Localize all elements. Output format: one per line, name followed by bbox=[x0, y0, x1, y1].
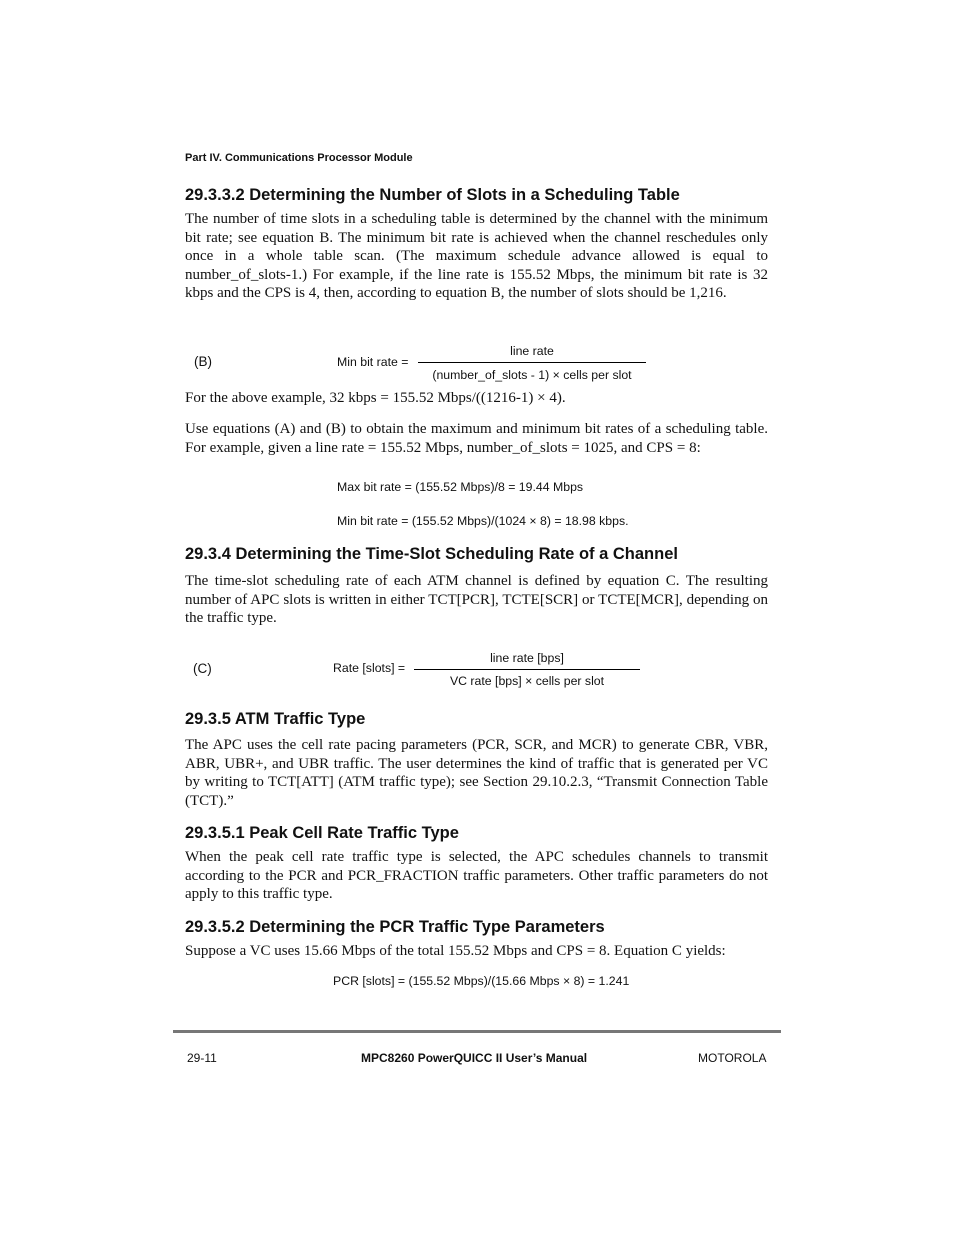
equation-b-label: (B) bbox=[194, 354, 212, 369]
running-header: Part IV. Communications Processor Module bbox=[185, 152, 413, 164]
section-heading-29-3-4: 29.3.4 Determining the Time-Slot Scheduling Rate of a Channel bbox=[185, 545, 678, 563]
paragraph-number-of-slots: The number of time slots in a scheduling table is determined by the channel with the minimum bit rate; see equation B. The minimum bit rate is achieved when the channel reschedules only once in a whole table scan. (The maximum schedule advance allowed is equal to number_of_slots-1.) For example, if the line rate is 155.52 Mbps, the minimum bit rate is 32 kbps and the CPS is 4, then, according to equation B, the number of slots should be 1,216. bbox=[185, 211, 768, 302]
equation-pcr-slots: PCR [slots] = (155.52 Mbps)/(15.66 Mbps × 8) = 1.241 bbox=[333, 974, 630, 988]
footer-page-number: 29-11 bbox=[187, 1051, 217, 1065]
section-heading-29-3-5: 29.3.5 ATM Traffic Type bbox=[185, 710, 366, 728]
equation-c-numerator: line rate [bps] bbox=[490, 651, 564, 665]
equation-min-bit-rate: Min bit rate = (155.52 Mbps)/(1024 × 8) = 18.98 kbps. bbox=[337, 514, 629, 528]
footer-rule bbox=[173, 1030, 781, 1033]
section-heading-29-3-5-1: 29.3.5.1 Peak Cell Rate Traffic Type bbox=[185, 824, 459, 842]
equation-c-fraction-bar bbox=[414, 669, 640, 670]
footer-manual-title: MPC8260 PowerQUICC II User’s Manual bbox=[361, 1051, 588, 1065]
equation-b-fraction-bar bbox=[418, 362, 646, 363]
equation-b-numerator: line rate bbox=[510, 344, 554, 358]
equation-c-lhs: Rate [slots] = bbox=[333, 661, 406, 675]
equation-max-bit-rate: Max bit rate = (155.52 Mbps)/8 = 19.44 Mbps bbox=[337, 480, 584, 494]
paragraph-example: For the above example, 32 kbps = 155.52 Mbps/((1216-1) × 4). bbox=[185, 390, 566, 406]
equation-b-denominator: (number_of_slots - 1) × cells per slot bbox=[432, 368, 632, 382]
equation-b-lhs: Min bit rate = bbox=[337, 355, 409, 369]
paragraph-atm-traffic-type: The APC uses the cell rate pacing parameters (PCR, SCR, and MCR) to generate CBR, VBR, ABR, UBR+, and UBR traffic. The user determines the kind of traffic that is generated per VC by writing to TCT[ATT] (ATM traffic type); see Section 29.10.2.3, “Transmit Connection Table (TCT).” bbox=[185, 737, 768, 809]
paragraph-pcr-parameters: Suppose a VC uses 15.66 Mbps of the total 155.52 Mbps and CPS = 8. Equation C yields: bbox=[185, 943, 726, 959]
equation-c-denominator: VC rate [bps] × cells per slot bbox=[449, 674, 605, 688]
section-heading-29-3-3-2: 29.3.3.2 Determining the Number of Slots in a Scheduling Table bbox=[185, 186, 680, 204]
paragraph-use-equations: Use equations (A) and (B) to obtain the maximum and minimum bit rates of a scheduling table. For example, given a line rate = 155.52 Mbps, number_of_slots = 1025, and CPS = 8: bbox=[185, 421, 768, 456]
paragraph-time-slot-rate: The time-slot scheduling rate of each ATM channel is defined by equation C. The resulting number of APC slots is written in either TCT[PCR], TCTE[SCR] or TCTE[MCR], depending on the traffic type. bbox=[185, 573, 768, 627]
paragraph-peak-cell-rate: When the peak cell rate traffic type is selected, the APC schedules channels to transmit according to the PCR and PCR_FRACTION traffic parameters. Other traffic parameters do not apply to this traffic type. bbox=[185, 849, 768, 903]
footer-company: MOTOROLA bbox=[698, 1051, 767, 1065]
equation-c-label: (C) bbox=[193, 661, 212, 676]
section-heading-29-3-5-2: 29.3.5.2 Determining the PCR Traffic Type Parameters bbox=[185, 918, 605, 936]
